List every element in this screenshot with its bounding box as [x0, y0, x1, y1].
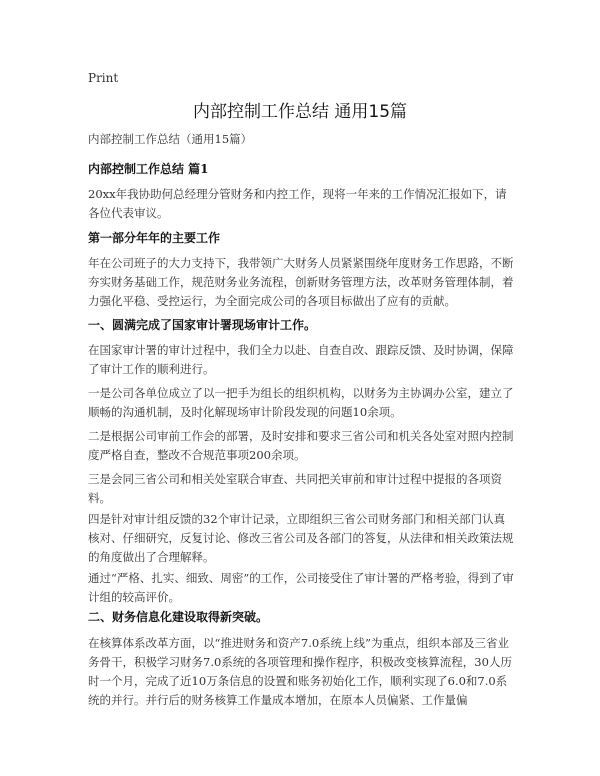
sec2-heading: 二、财务信息化建设取得新突破。 [88, 610, 269, 624]
part1-heading: 第一部分年年的主要工作 [88, 231, 221, 245]
sec2-paragraph-1: 在核算体系改革方面，以“推进财务和资产7.0系统上线”为重点，组织本部及三省业务骨干，积极学习财务7.0系统的各项管理和操作程序，积极改变核算流程，30人历时一个月，完成了近10万条信息的设置和账务初始化工作，顺利实现了6.0和7.0系统的并行。并行后的财务核算工作量成本增加，在原本人员偏紧、工作量偏 [88, 636, 512, 707]
intro-paragraph: 20xx年我协助何总经理分管财务和内控工作，现将一年来的工作情况汇报如下，请各位代表审议。 [88, 187, 507, 220]
sec1-paragraph-5: 四是针对审计组反馈的32个审计记录，立即组织三省公司财务部门和相关部门认真核对、仔细研究，反复讨论、修改三省公司及各部门的答复，从法律和相关政策法规的角度做出了合理解释。 [88, 512, 514, 564]
document-subtitle: 内部控制工作总结（通用15篇） [88, 132, 253, 146]
sec1-paragraph-1: 在国家审计署的审计过程中，我们全力以赴、自查自改、跟踪反馈、及时协调，保障了审计工作的顺利进行。 [88, 343, 514, 376]
sec1-paragraph-2: 一是公司各单位成立了以一把手为组长的组织机构，以财务为主协调办公室，建立了顺畅的沟通机制，及时化解现场审计阶段发现的问题10余项。 [88, 386, 514, 419]
section-heading: 内部控制工作总结 篇1 [88, 162, 209, 176]
sec1-paragraph-4: 三是会同三省公司和相关处室联合审查、共同把关审前和审计过程中提报的各项资料。 [88, 472, 502, 505]
sec1-heading: 一、圆满完成了国家审计署现场审计工作。 [88, 318, 317, 332]
sec1-paragraph-6: 通过“严格、扎实、细致、周密”的工作，公司接受住了审计署的严格考验，得到了审计组的较高评价。 [88, 571, 514, 604]
sec1-paragraph-3: 二是根据公司审前工作会的部署，及时安排和要求三省公司和机关各处室对照内控制度严格自查，整改不合规范事项200余项。 [88, 429, 514, 462]
page-title: 内部控制工作总结 通用15篇 [192, 102, 408, 122]
part1-paragraph: 年在公司班子的大力支持下，我带领广大财务人员紧紧围绕年度财务工作思路，不断夯实财务基础工作，规范财务业务流程，创新财务管理方法，改革财务管理体制，着力强化平稳、受控运行，为全面完成公司的各项目标做出了应有的贡献。 [88, 256, 514, 308]
print-label: Print [88, 71, 119, 85]
